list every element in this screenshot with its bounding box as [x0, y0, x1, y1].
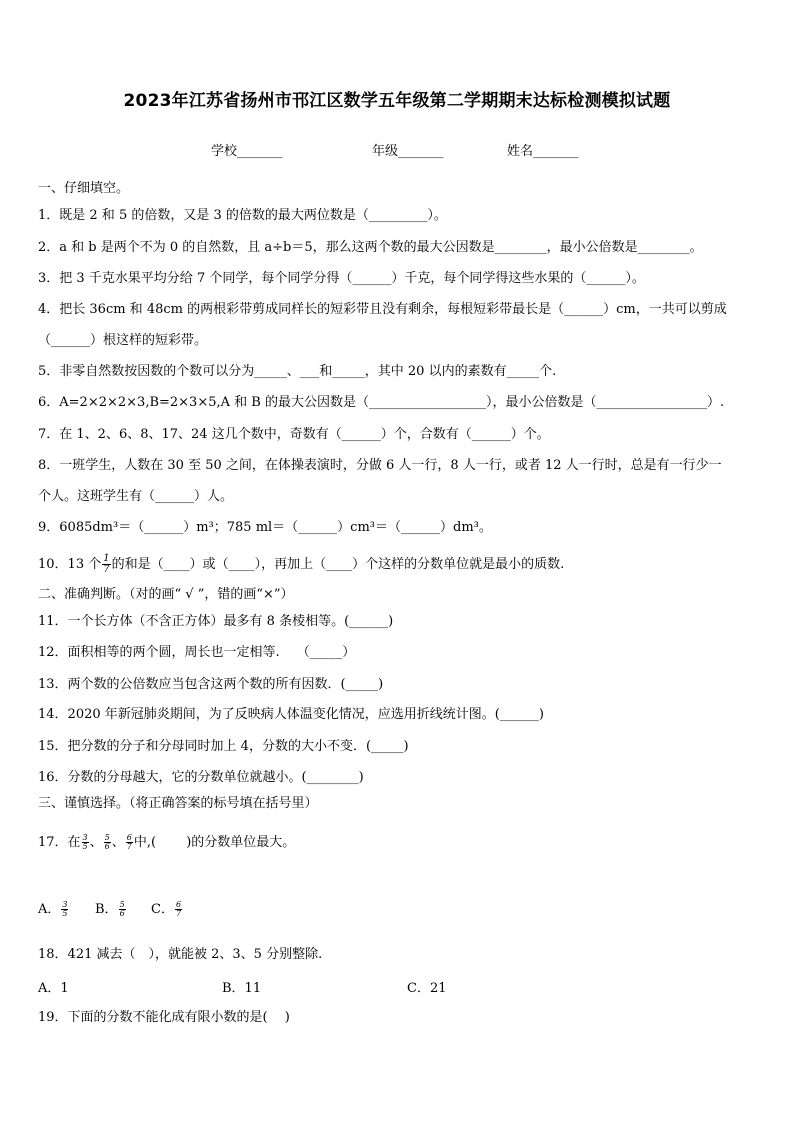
- question-17-option-c: [151, 898, 183, 918]
- option-label: C．: [151, 902, 174, 917]
- question-17-prefix: 17．在: [38, 835, 81, 850]
- fraction-numerator: 1: [103, 553, 110, 564]
- question-10: [38, 554, 764, 575]
- question-18-option-a: A．1: [38, 981, 69, 996]
- question-8-line-2: 个人。这班学生有（______）人。: [38, 489, 234, 504]
- question-14: 14．2020 年新冠肺炎期间，为了反映病人体温变化情况，应选用折线统计图。(______): [38, 707, 544, 722]
- fraction-denominator: 6: [104, 842, 110, 851]
- question-18: 18．421 减去（ ），就能被 2、3、5 分别整除.: [38, 947, 323, 962]
- question-4-line-2: （______）根这样的短彩带。: [38, 333, 208, 348]
- option-fraction: [175, 901, 182, 918]
- option-label: B．: [95, 902, 118, 917]
- question-13: 13．两个数的公倍数应当包含这两个数的所有因数．(_____): [38, 677, 384, 692]
- question-15: 15．把分数的分子和分母同时加上 4，分数的大小不变．(_____): [38, 739, 409, 754]
- question-6: 6．A=2×2×2×3,B=2×3×5,A 和 B 的最大公因数是（__________________），最小公倍数是（_________________）.: [38, 395, 725, 410]
- fraction-numerator: 3: [82, 833, 88, 842]
- section-heading-1: 一、仔细填空。: [38, 181, 130, 196]
- name-field: 姓名_______: [507, 144, 579, 159]
- fraction-denominator: 6: [119, 909, 125, 918]
- question-10-prefix: 10．13 个: [38, 557, 102, 572]
- separator: 、: [89, 835, 103, 850]
- question-8-line-1: 8．一班学生，人数在 30 至 50 之间，在体操表演时，分做 6 人一行，8 人一行，或者 12 人一行时，总是有一行少一: [38, 458, 722, 473]
- question-9: 9．6085dm³＝（______）m³；785 ml＝（______）cm³＝（______）dm³。: [38, 520, 492, 535]
- option-fraction: [119, 901, 126, 918]
- page-title: 2023年江苏省扬州市邗江区数学五年级第二学期期末达标检测模拟试题: [123, 91, 671, 111]
- fraction-denominator: 5: [62, 909, 68, 918]
- question-12: 12．面积相等的两个圆，周长也一定相等. （_____）: [38, 645, 356, 660]
- option-fraction: [61, 901, 68, 918]
- question-17-suffix: 中,( )的分数单位最大。: [133, 835, 296, 850]
- question-18-option-c: C．21: [407, 981, 447, 996]
- question-3: 3．把 3 千克水果平均分给 7 个同学，每个同学分得（______）千克，每个同学得这些水果的（______）。: [38, 271, 645, 286]
- section-heading-3: 三、谨慎选择。（将正确答案的标号填在括号里）: [38, 796, 318, 811]
- question-17-option-a: [38, 898, 69, 918]
- question-17: [38, 834, 764, 852]
- question-18-option-b: B．11: [222, 981, 262, 996]
- question-17-fraction-a: [82, 834, 89, 851]
- fraction-denominator: 7: [126, 842, 132, 851]
- question-2: 2．a 和 b 是两个不为 0 的自然数，且 a÷b＝5，那么这两个数的最大公因数是________，最小公倍数是________。: [38, 240, 703, 255]
- separator: 、: [111, 835, 125, 850]
- question-17-option-b: [95, 898, 127, 918]
- section-heading-2: 二、准确判断。（对的画“ √ ”，错的画“×”）: [38, 587, 294, 602]
- question-10-fraction: [102, 554, 110, 575]
- question-17-fraction-b: [104, 834, 111, 851]
- question-19: 19．下面的分数不能化成有限小数的是( ): [38, 1010, 290, 1025]
- option-label: A．: [38, 902, 61, 917]
- question-10-suffix: 的和是（____）或（____），再加上（____）个这样的分数单位就是最小的质数.: [111, 557, 565, 572]
- fraction-denominator: 7: [175, 909, 182, 918]
- fraction-numerator: 6: [175, 900, 182, 909]
- question-4-line-1: 4．把长 36cm 和 48cm 的两根彩带剪成同样长的短彩带且没有剩余，每根短彩带最长是（______）cm，一共可以剪成: [38, 302, 727, 317]
- fraction-denominator: 5: [82, 842, 88, 851]
- fraction-numerator: 3: [62, 900, 68, 909]
- fraction-numerator: 5: [119, 900, 125, 909]
- fraction-numerator: 6: [126, 833, 132, 842]
- fraction-numerator: 5: [104, 833, 110, 842]
- question-16: 16．分数的分母越大，它的分数单位就越小。(________): [38, 770, 364, 785]
- question-1: 1．既是 2 和 5 的倍数，又是 3 的倍数的最大两位数是（_________）。: [38, 208, 447, 223]
- fraction-denominator: 7: [103, 564, 110, 575]
- question-7: 7．在 1、2、6、8、17、24 这几个数中，奇数有（______）个，合数有（______）个。: [38, 427, 550, 442]
- grade-field: 年级_______: [372, 144, 444, 159]
- school-field: 学校_______: [211, 144, 283, 159]
- question-11: 11．一个长方体（不含正方体）最多有 8 条棱相等。(______): [38, 614, 394, 629]
- question-5: 5．非零自然数按因数的个数可以分为_____、___和_____，其中 20 以内的素数有_____个.: [38, 364, 557, 379]
- question-17-fraction-c: [126, 834, 133, 851]
